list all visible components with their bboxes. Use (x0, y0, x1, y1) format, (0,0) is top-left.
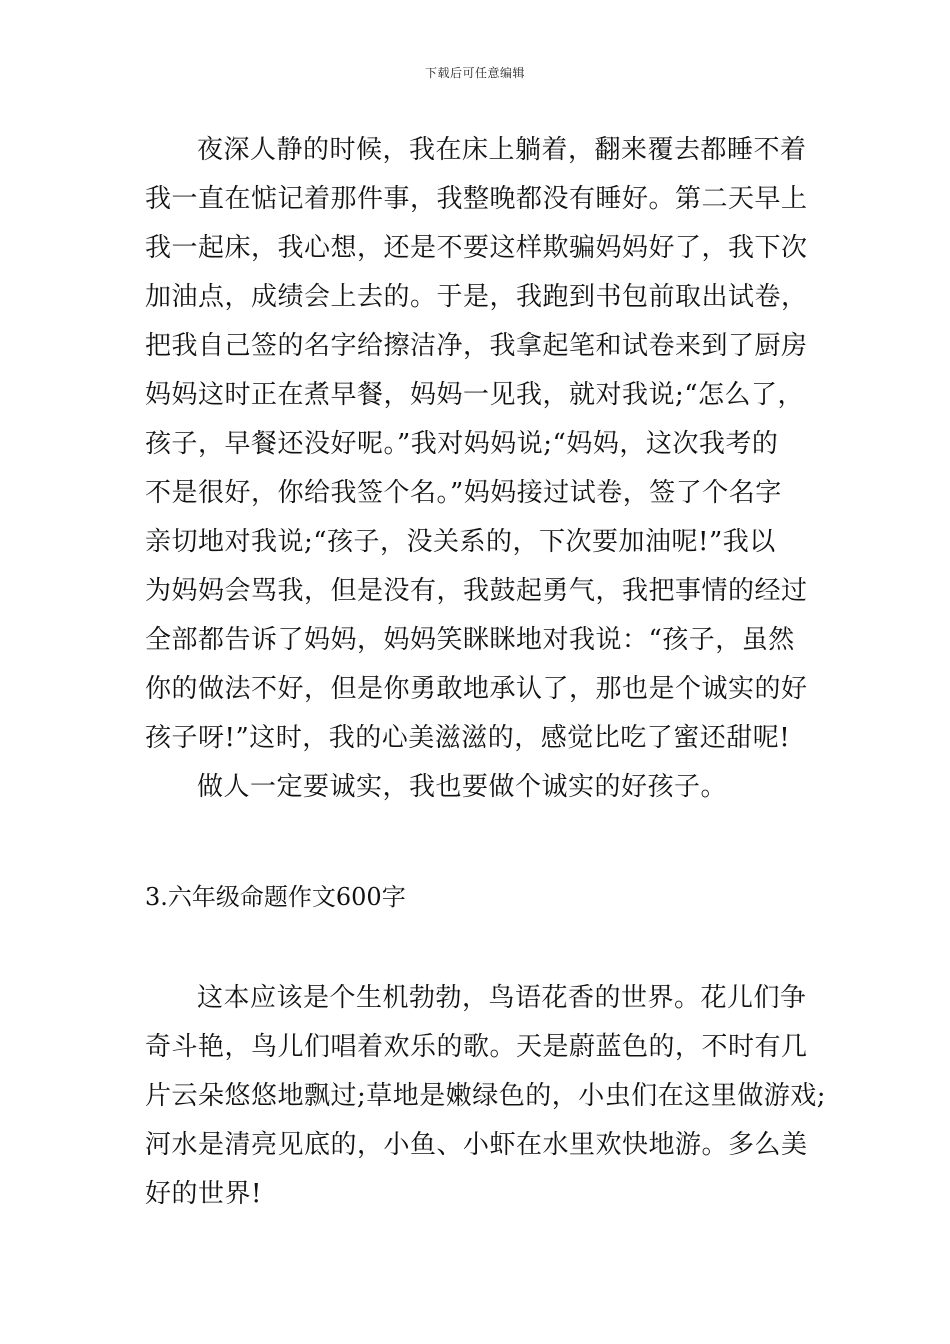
text-line: 做人一定要诚实，我也要做个诚实的好孩子。 (197, 772, 728, 802)
text-line: 把我自己签的名字给擦洁净，我拿起笔和试卷来到了厨房 (145, 331, 808, 361)
section-title: 3.六年级命题作文600字 (145, 883, 406, 911)
text-line: 好的世界! (145, 1179, 262, 1209)
text-line: 妈妈这时正在煮早餐，妈妈一见我，就对我说;“怎么了， (145, 380, 805, 410)
text-line: 这本应该是个生机勃勃，鸟语花香的世界。花儿们争 (197, 983, 807, 1013)
text-line: 孩子呀!”这时，我的心美滋滋的，感觉比吃了蜜还甜呢! (145, 723, 791, 753)
text-line: 你的做法不好，但是你勇敢地承认了，那也是个诚实的好 (145, 674, 808, 704)
text-line: 亲切地对我说;“孩子，没关系的，下次要加油呢!”我以 (145, 527, 776, 557)
text-line: 夜深人静的时候，我在床上躺着，翻来覆去都睡不着 (197, 135, 807, 165)
text-line: 为妈妈会骂我，但是没有，我鼓起勇气，我把事情的经过 (145, 576, 808, 606)
text-line: 加油点，成绩会上去的。于是，我跑到书包前取出试卷， (145, 282, 808, 312)
page-header: 下载后可任意编辑 (424, 66, 525, 80)
text-line: 片云朵悠悠地飘过;草地是嫩绿色的，小虫们在这里做游戏; (145, 1081, 827, 1111)
text-line: 不是很好，你给我签个名。”妈妈接过试卷，签了个名字 (145, 478, 782, 508)
text-line: 我一起床，我心想，还是不要这样欺骗妈妈好了，我下次 (145, 233, 808, 263)
text-line: 我一直在惦记着那件事，我整晚都没有睡好。第二天早上 (145, 184, 808, 214)
text-line: 孩子，早餐还没好呢。”我对妈妈说;“妈妈，这次我考的 (145, 429, 779, 459)
text-line: 全部都告诉了妈妈，妈妈笑眯眯地对我说：“孩子，虽然 (145, 625, 795, 655)
text-line: 河水是清亮见底的，小鱼、小虾在水里欢快地游。多么美 (145, 1130, 808, 1160)
text-line: 奇斗艳，鸟儿们唱着欢乐的歌。天是蔚蓝色的，不时有几 (145, 1032, 808, 1062)
